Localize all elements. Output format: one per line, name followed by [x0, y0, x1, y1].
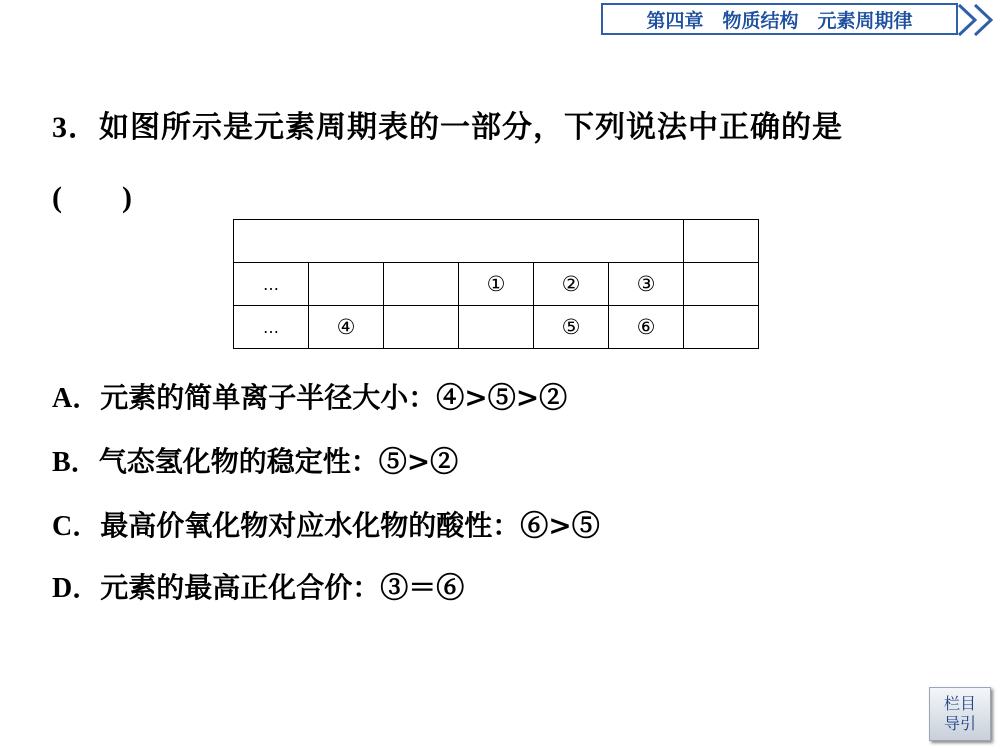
nav-label-line1: 栏目	[943, 694, 976, 713]
question-text: 如图所示是元素周期表的一部分，下列说法中正确的是	[99, 110, 843, 145]
option-text: 气态氢化物的稳定性：⑤>②	[98, 445, 459, 478]
table-cell: ④	[309, 306, 384, 349]
table-cell: ③	[609, 263, 684, 306]
option-b	[52, 440, 458, 480]
nav-label-line2: 导引	[943, 714, 976, 733]
option-letter: C．	[52, 511, 101, 542]
double-chevron-right-icon[interactable]	[955, 3, 1000, 37]
option-a	[52, 376, 567, 416]
answer-blank: ( )	[52, 181, 132, 214]
table-row	[234, 220, 759, 263]
table-cell: ⑤	[534, 306, 609, 349]
option-letter: B．	[52, 447, 99, 478]
option-text: 元素的最高正化合价：③＝⑥	[100, 571, 465, 604]
option-letter: A．	[52, 383, 101, 414]
table-cell: ②	[534, 263, 609, 306]
table-cell: ①	[459, 263, 534, 306]
table-cell	[459, 306, 534, 349]
table-cell	[684, 220, 759, 263]
table-cell	[309, 263, 384, 306]
periodic-table-fragment	[233, 219, 759, 349]
option-text: 元素的简单离子半径大小：④>⑤>②	[100, 381, 568, 414]
chapter-title-banner: 第四章 物质结构 元素周期律	[601, 3, 958, 35]
option-d	[52, 566, 464, 606]
option-letter: D．	[52, 573, 101, 604]
option-text: 最高价氧化物对应水化物的酸性：⑥>⑤	[100, 509, 600, 542]
question-number: 3．	[52, 111, 99, 144]
option-c	[52, 504, 600, 544]
question-stem	[52, 102, 843, 146]
section-nav-button[interactable]	[929, 687, 991, 741]
table-cell	[684, 306, 759, 349]
table-cell	[384, 263, 459, 306]
table-cell	[384, 306, 459, 349]
table-cell: …	[234, 306, 309, 349]
table-cell	[234, 220, 684, 263]
table-cell: …	[234, 263, 309, 306]
table-row	[234, 306, 759, 349]
table-cell	[684, 263, 759, 306]
table-row	[234, 263, 759, 306]
table-cell: ⑥	[609, 306, 684, 349]
